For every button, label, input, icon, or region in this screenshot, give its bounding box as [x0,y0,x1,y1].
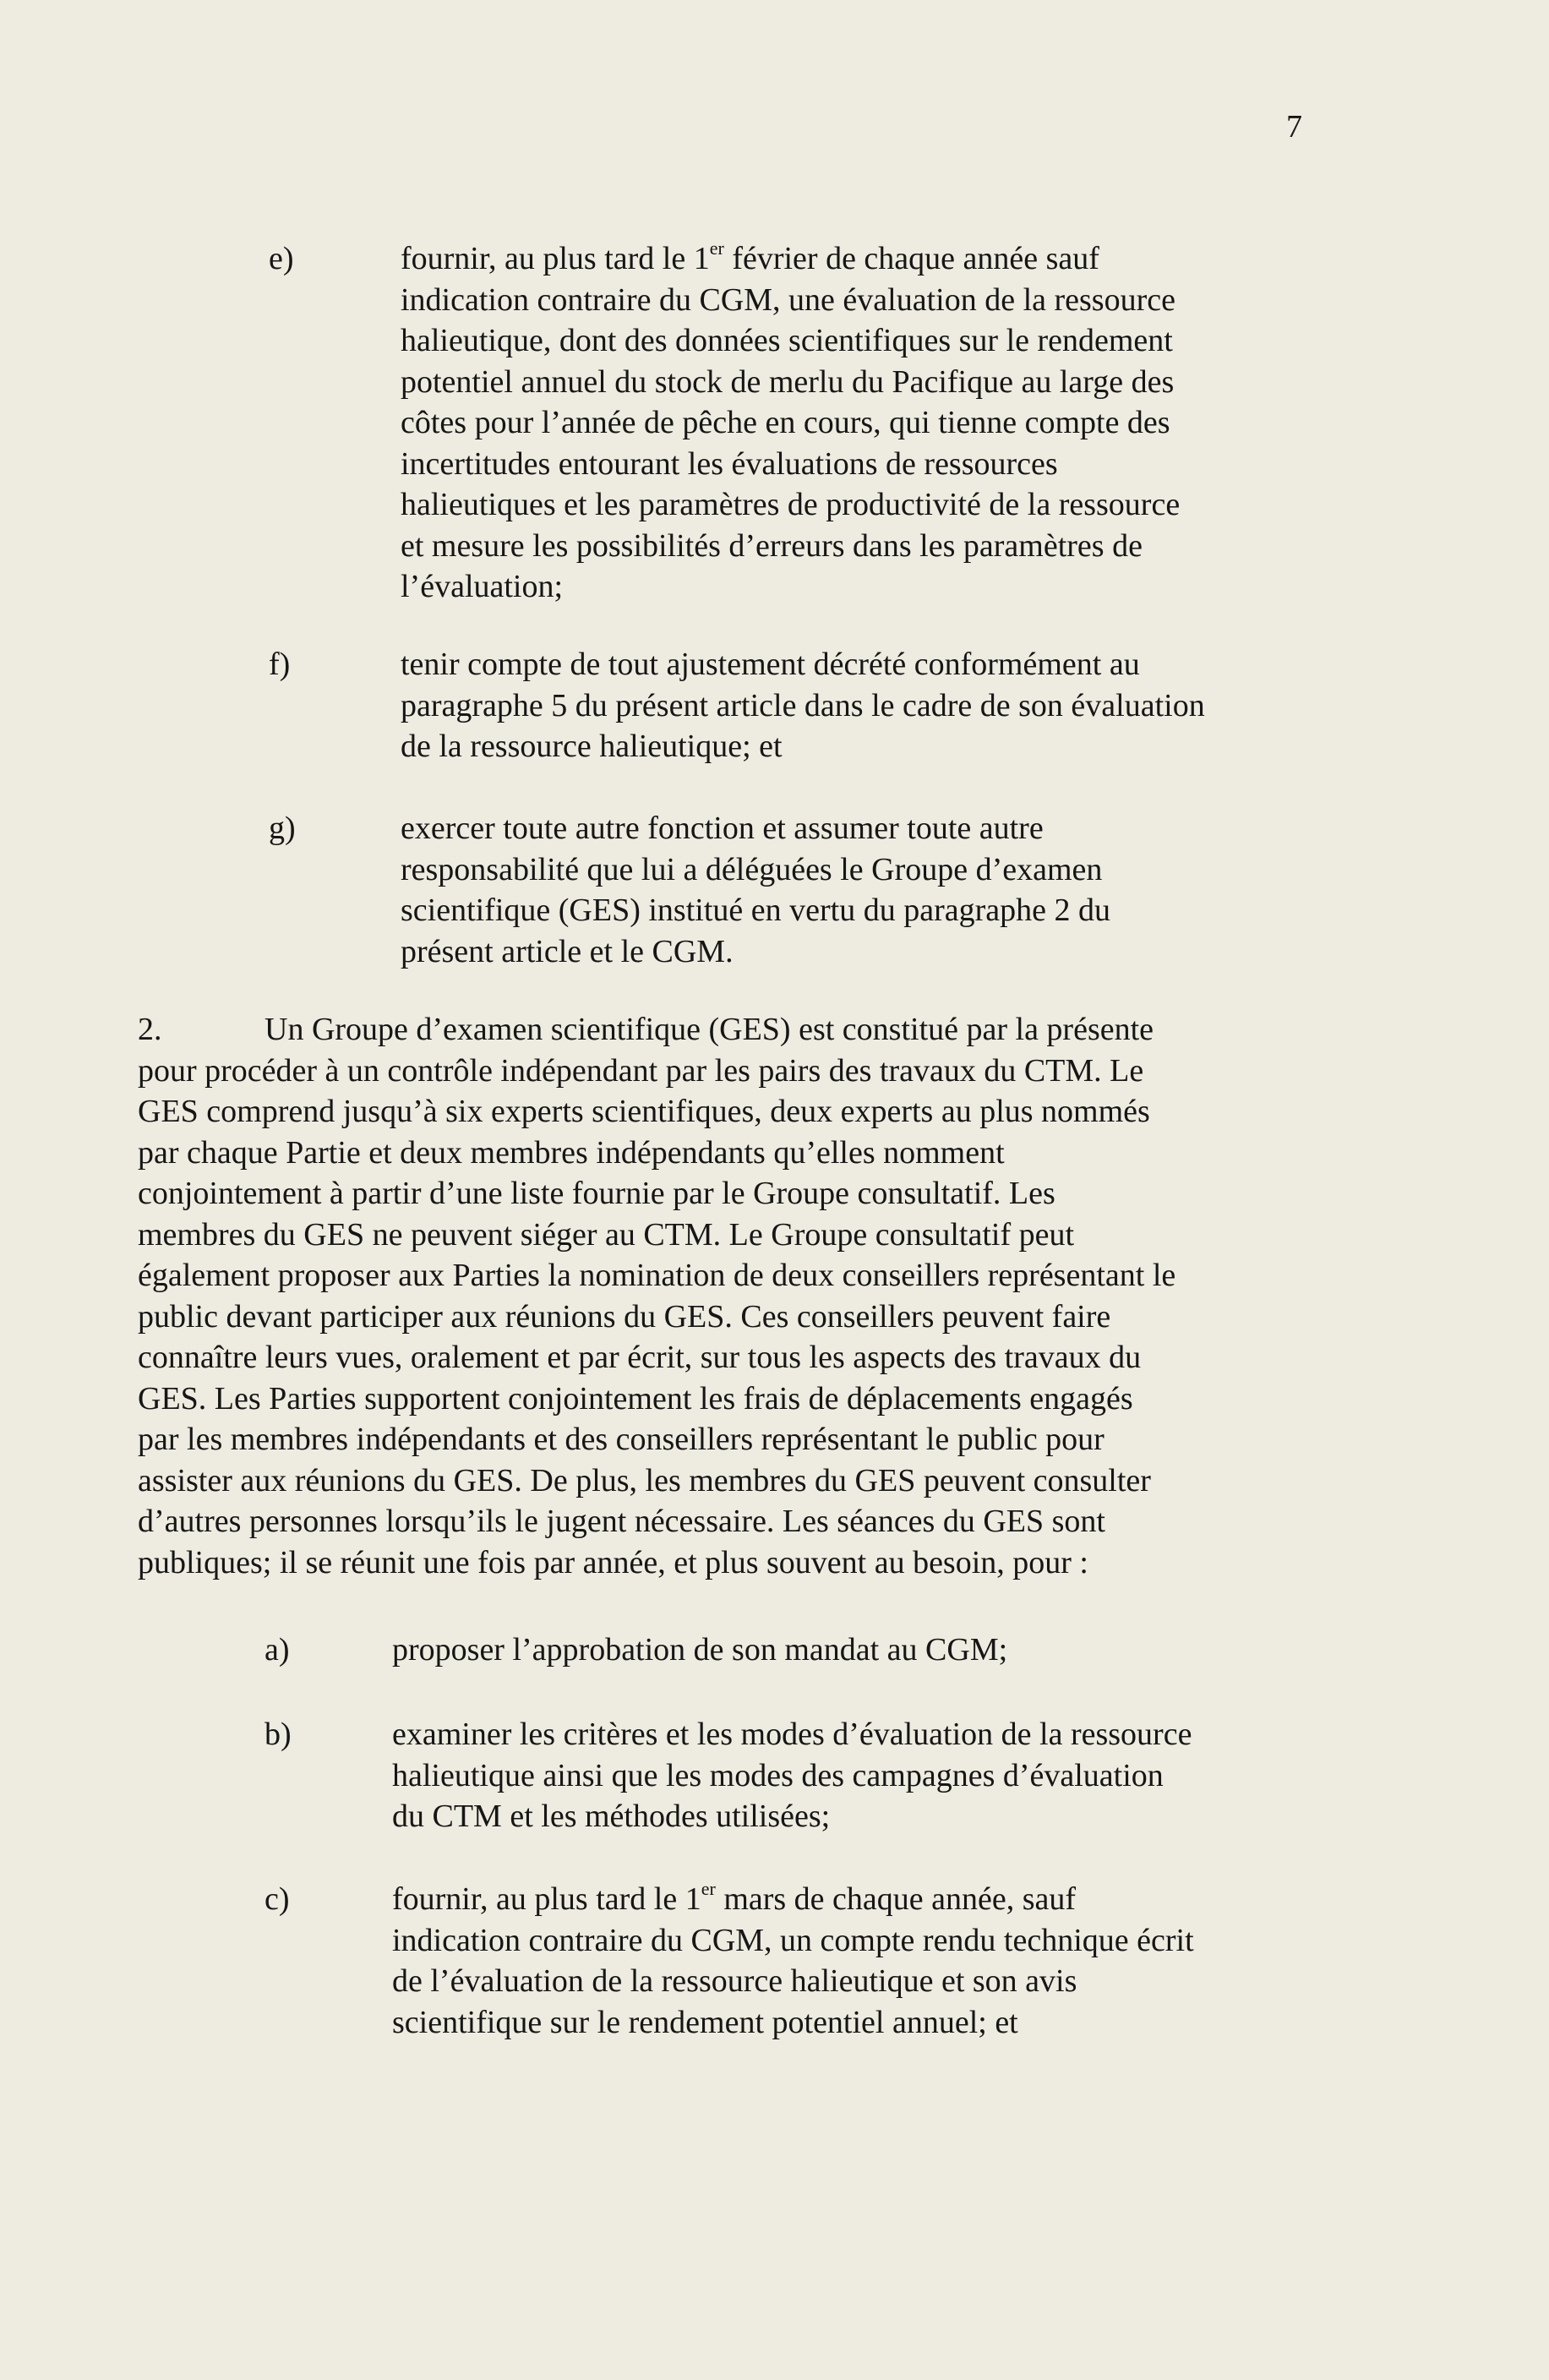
ordinal-superscript: er [709,237,724,259]
text-line: côtes pour l’année de pêche en cours, qui tienne compte des [401,405,1170,440]
list-marker: c) [265,1881,290,1917]
paragraph-first-line [138,1009,1175,1051]
text-line: public devant participer aux réunions du GES. Ces conseillers peuvent faire [138,1298,1111,1335]
text-line: assister aux réunions du GES. De plus, les membres du GES peuvent consulter [138,1462,1151,1498]
paragraph-first-line-text: Un Groupe d’examen scientifique (GES) est constitué par la présente [265,1012,1154,1047]
text-line: indication contraire du CGM, une évaluation de la ressource [401,281,1175,318]
list-item-text [401,644,1205,767]
text-line: tenir compte de tout ajustement décrété conformément au [401,647,1140,682]
paragraph-body [138,1051,1175,1584]
text-line: GES comprend jusqu’à six experts scientifiques, deux experts au plus nommés [138,1094,1150,1129]
list-marker: g) [269,811,296,846]
text-line: publiques; il se réunit une fois par année, et plus souvent au besoin, pour : [138,1544,1088,1580]
text-line: d’autres personnes lorsqu’ils le jugent nécessaire. Les séances du GES sont [138,1504,1105,1539]
text-line: pour procéder à un contrôle indépendant par les pairs des travaux du CTM. Le [138,1052,1144,1089]
text-line: de l’évaluation de la ressource halieutique et son avis [392,1963,1077,1999]
text-line: halieutique, dont des données scientifiques sur le rendement [401,323,1173,358]
text-line: conjointement à partir d’une liste fournie par le Groupe consultatif. Les [138,1176,1055,1211]
text-line: responsabilité que lui a déléguées le Groupe d’examen [401,851,1103,887]
text-line: l’évaluation; [401,569,564,604]
text-line: fournir, au plus tard le 1er mars de chaque année, sauf [392,1878,1077,1917]
list-item-text [392,1714,1192,1837]
text-line: fournir, au plus tard le 1er février de chaque année sauf [401,237,1099,276]
list-marker: f) [269,647,291,682]
text-line: du CTM et les méthodes utilisées; [392,1799,831,1834]
text-line: par les membres indépendants et des conseillers représentant le public pour [138,1422,1104,1457]
text-line: scientifique (GES) institué en vertu du paragraphe 2 du [401,892,1110,928]
list-item-text [392,1629,1007,1671]
text-line: exercer toute autre fonction et assumer toute autre [401,811,1044,846]
text-line: GES. Les Parties supportent conjointement les frais de déplacements engagés [138,1380,1133,1417]
text-line: présent article et le CGM. [401,933,734,969]
text-line: connaître leurs vues, oralement et par écrit, sur tous les aspects des travaux du [138,1340,1142,1375]
list-item-text [401,808,1110,972]
text-line: indication contraire du CGM, un compte rendu technique écrit [392,1922,1194,1958]
text-line: halieutique ainsi que les modes des campagnes d’évaluation [392,1757,1164,1793]
text-line: et mesure les possibilités d’erreurs dans les paramètres de [401,527,1143,564]
text-line: examiner les critères et les modes d’évaluation de la ressource [392,1717,1192,1752]
text-line: membres du GES ne peuvent siéger au CTM. Le Groupe consultatif peut [138,1216,1075,1253]
text-line: incertitudes entourant les évaluations de ressources [401,445,1058,482]
page-number: 7 [1286,109,1302,145]
text-line: également proposer aux Parties la nomination de deux conseillers représentant le [138,1258,1176,1293]
list-item-text [392,1879,1194,2043]
text-line: halieutiques et les paramètres de productivité de la ressource [401,487,1181,522]
list-item-text [401,238,1180,608]
list-marker: b) [265,1717,292,1752]
paragraph-2 [138,1009,1175,1583]
list-marker: a) [265,1632,290,1668]
text-line: potentiel annuel du stock de merlu du Pacifique au large des [401,363,1175,400]
text-line: de la ressource halieutique; et [401,729,783,764]
text-line: paragraphe 5 du présent article dans le cadre de son évaluation [401,687,1205,723]
ordinal-superscript: er [701,1878,716,1899]
text-line: proposer l’approbation de son mandat au CGM; [392,1632,1008,1668]
paragraph-number: 2. [138,1012,162,1047]
text-line: par chaque Partie et deux membres indépendants qu’elles nomment [138,1134,1005,1171]
list-marker: e) [269,241,294,276]
text-line: scientifique sur le rendement potentiel annuel; et [392,2004,1018,2040]
